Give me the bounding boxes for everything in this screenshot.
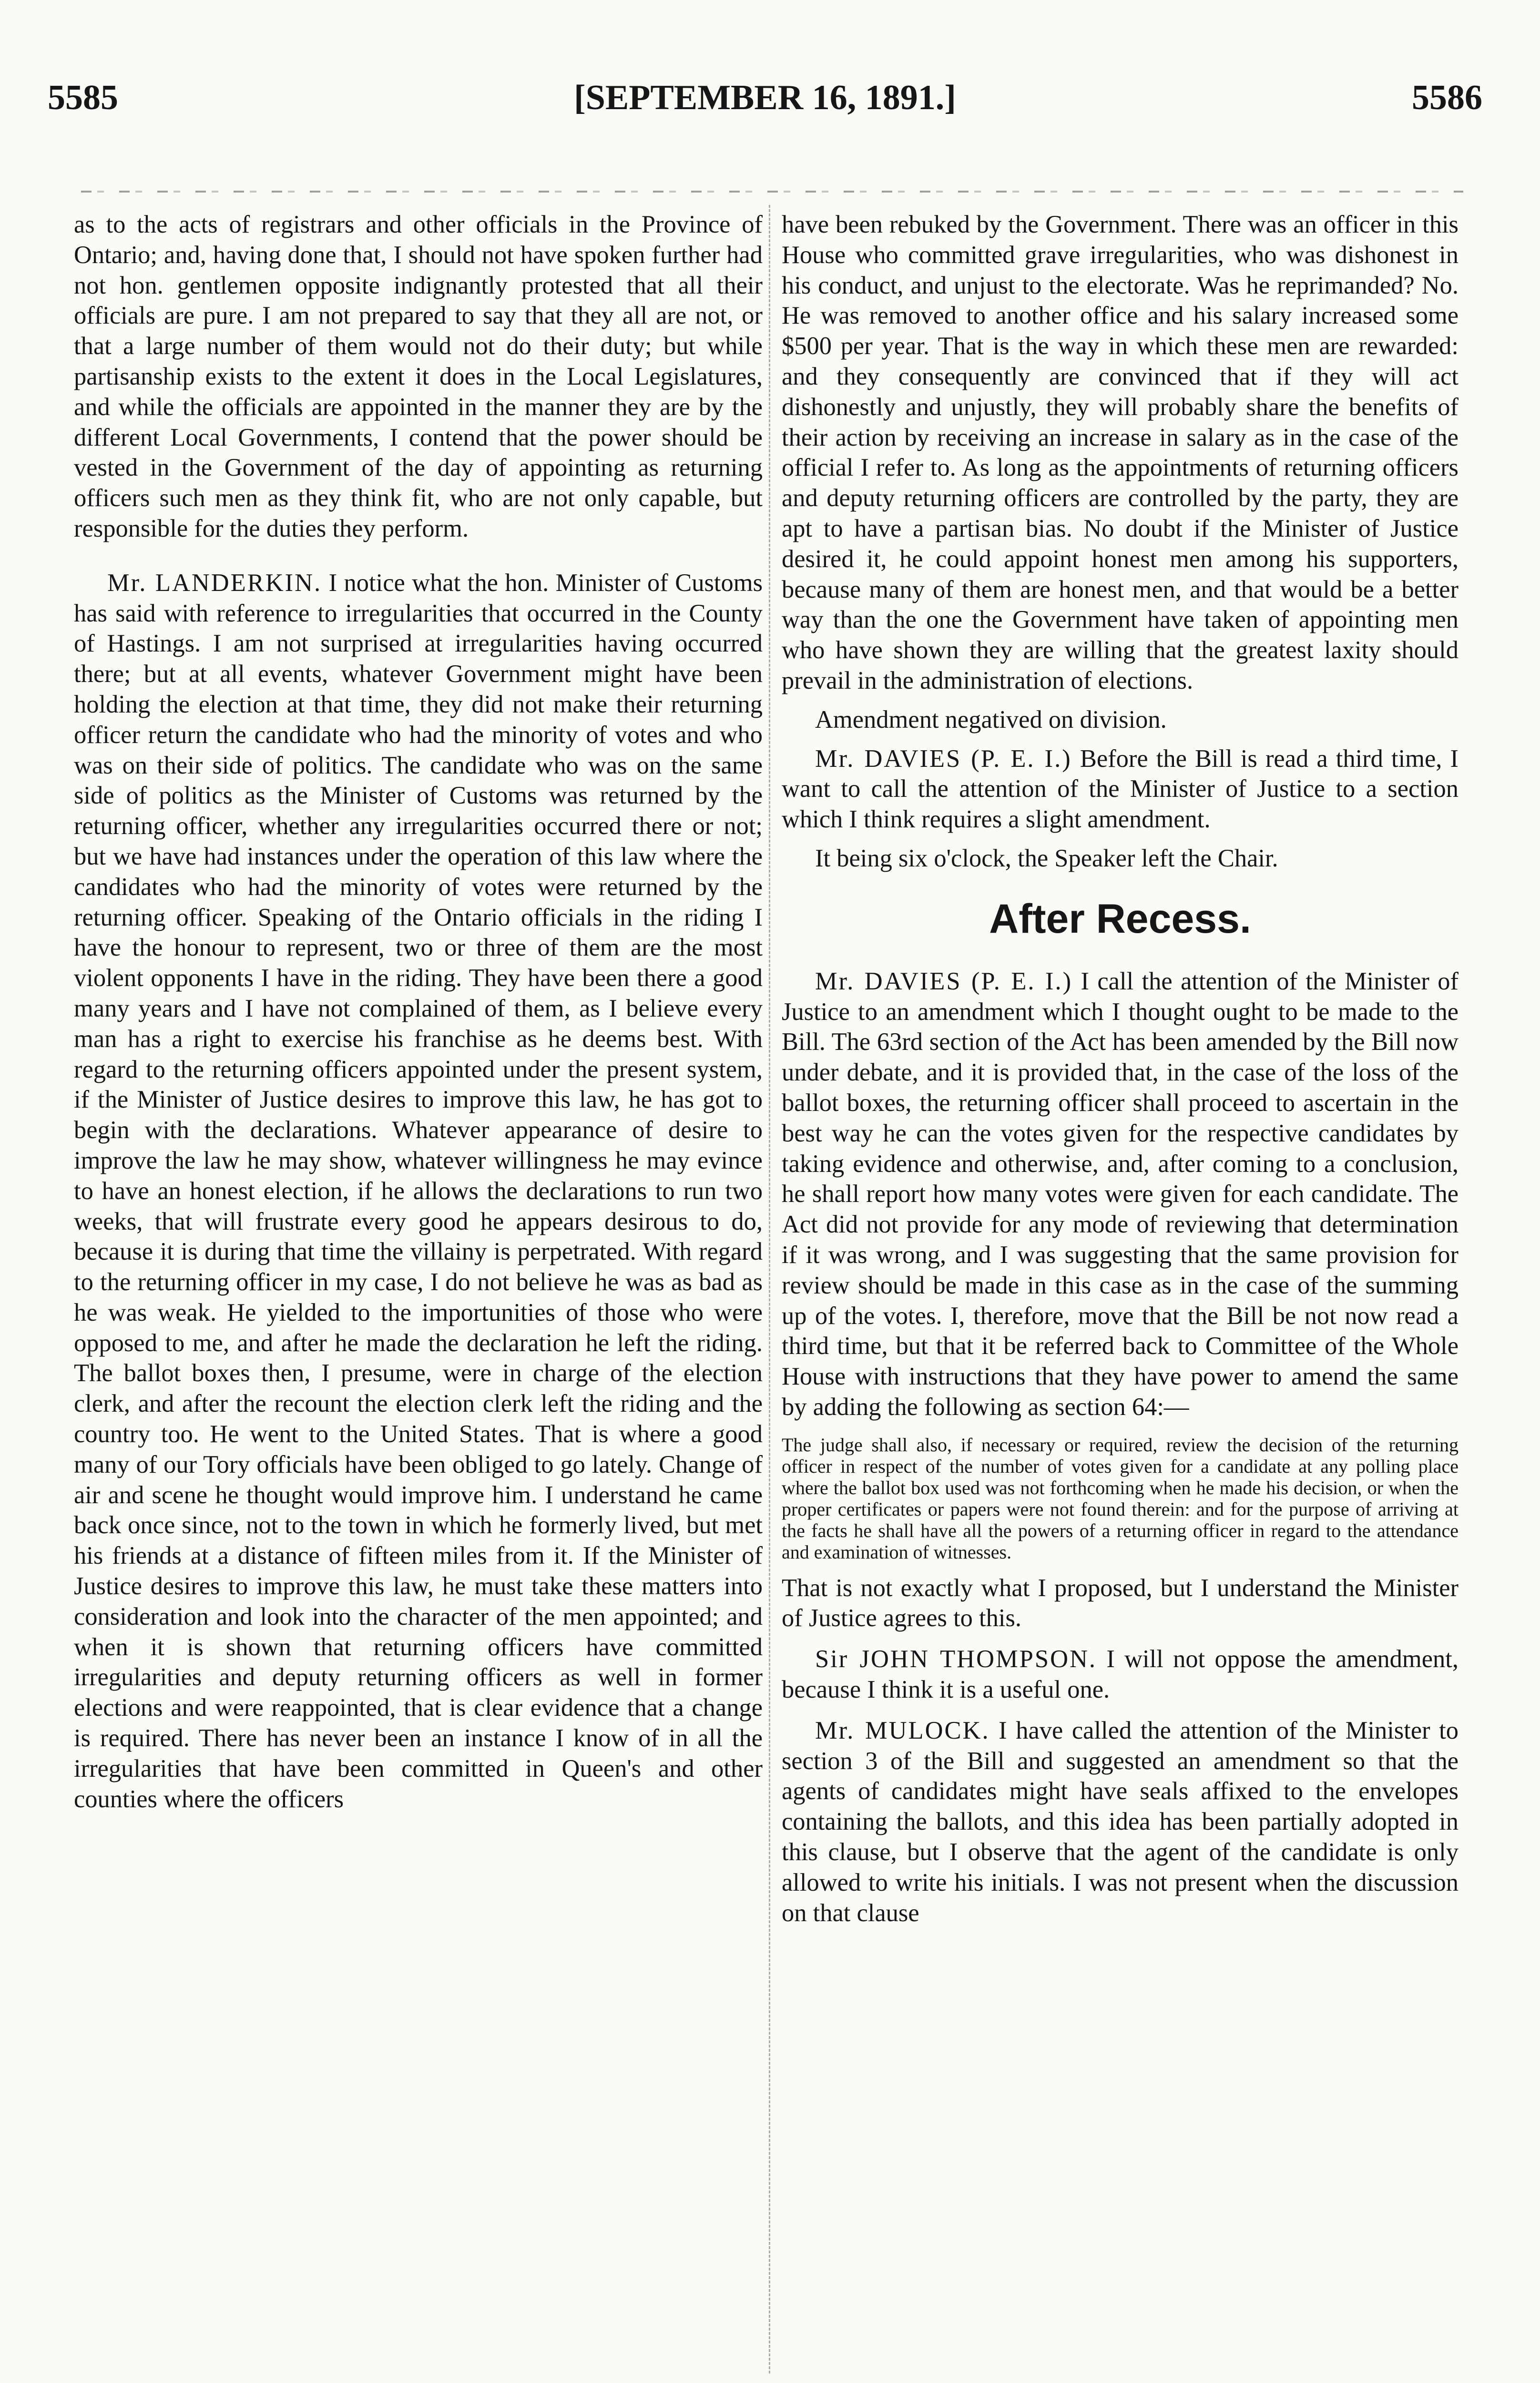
section-heading: After Recess. [989,896,1251,942]
paragraph [782,744,1458,835]
paragraph [782,1644,1458,1705]
paragraph [782,967,1458,1423]
paragraph: It being six o'clock, the Speaker left the Chair. [815,844,1278,872]
paragraph: Amendment negatived on division. [815,705,1167,733]
paragraph: have been rebuked by the Government. There was an officer in this House who committed grave irregularities, who was dishonest in his conduct, and unjust to the electorate. Was he reprimanded? No. He was removed to another office and his salary increased some $500 per year. That is the way in which these men are rewarded: and they consequently are convinced that if they will act dishonestly and unjustly, they will probably share the benefits of their action by receiving an increase in salary as in the case of the official I refer to. As long as the appointments of returning officers and deputy returning officers are controlled by the party, they are apt to have a partisan bias. No doubt if the Minister of Justice desired it, he could appoint honest men among his supporters, because many of them are honest men, and that would be a better way than the one the Government have taken of appointing men who have shown they are willing that the greatest laxity should prevail in the administration of elections. [782,211,1458,694]
page-header [48,71,1482,124]
speech-text: I call the attention of the Minister of Justice to an amendment which I thought ought to be made to the Bill. The 63rd section of the Act has been amended by the Bill now under debate, and it is provided that, in the case of the loss of the ballot boxes, the returning officer shall proceed to ascertain in the best way he can the votes given for the respective candidates by taking evidence and otherwise, and, after coming to a conclusion, he shall report how many votes were given for each candidate. The Act did not provide for any mode of reviewing that determination if it was wrong, and I was suggesting that the same provision for review should be made in this case as in the case of the summing up of the votes. I, therefore, move that the Bill be not now read a third time, but that it be referred back to Committee of the Whole House with instructions that they have power to amend the same by adding the following as section 64:— [782,967,1458,1421]
column-divider [769,205,770,2373]
left-column [74,210,763,2383]
paragraph: That is not exactly what I proposed, but I understand the Minister of Justice agrees to this. [782,1574,1458,1632]
right-column [782,210,1458,2383]
page-number-right: 5586 [1412,78,1482,117]
speaker-name: Sir JOHN THOMPSON. [815,1645,1097,1673]
paragraph [782,1716,1458,1929]
header-rule [81,191,1463,193]
quoted-amendment: The judge shall also, if necessary or required, review the decision of the returning officer in respect of the number of votes given for a candidate at any polling place where the ballot box used was not forthcoming when he made his decision, or when the proper certificates or papers were not found therein: and for the purpose of arriving at the facts he shall have all the powers of a returning officer in regard to the attendance and examination of witnesses. [782,1434,1458,1563]
speech-text: I will not oppose the amendment, because I think it is a useful one. [782,1645,1458,1704]
speech-text: I notice what the hon. Minister of Customs has said with reference to irregularities that occurred in the County of Hastings. I am not surprised at irregularities having occurred there; but at all events, whatever Government might have been holding the election at that time, they did not make their returning officer return the candidate who had the minority of votes and who was on their side of politics. The candidate who was on the same side of politics as the Minister of Customs was returned by the returning officer, whether any irregularities occurred there or not; but we have had instances under the operation of this law where the candidates who had the minority of votes were returned by the returning officer. Speaking of the Ontario officials in the riding I have the honour to represent, two or three of them are the most violent opponents I have in the riding. They have been there a good many years and I have not complained of them, as I believe every man has a right to exercise his franchise as he deems best. With regard to the returning officers appointed under the present system, if the Minister of Justice desires to improve this law, he has got to begin with the declarations. Whatever appearance of desire to improve the law he may show, whatever willingness he may evince to have an honest election, if he allows the declarations to run two weeks, that will frustrate every good he appears desirous to do, because it is during that time the villainy is perpetrated. With regard to the returning officer in my case, I do not believe he was as bad as he was weak. He yielded to the importunities of those who were opposed to me, and after he made the declaration he left the riding. The ballot boxes then, I presume, were in charge of the election clerk, and after the recount the election clerk left the riding and the country too. He went to the United States. That is where a good many of our Tory officials have been obliged to go lately. Change of air and scene he thought would improve him. I understand he came back once since, not to the town in which he formerly lived, but met his friends at a distance of fifteen miles from it. If the Minister of Justice desires to improve this law, he must take these matters into consideration and look into the character of the men appointed; and when it is shown that returning officers have committed irregularities and deputy returning officers as well in former elections and were reappointed, that is clear evidence that a change is required. There has never been an instance I know of in all the irregularities that have been committed in Queen's and other counties where the officers [74,569,763,1813]
speaker-name: Mr. MULOCK. [815,1716,990,1744]
page-number-left: 5585 [48,78,118,117]
paragraph: as to the acts of registrars and other officials in the Province of Ontario; and, having done that, I should not have spoken further had not hon. gentlemen opposite indignantly protested that all their officials are pure. I am not prepared to say that they all are not, or that a large number of them would not do their duty; but while partisanship exists to the extent it does in the Local Legislatures, and while the officials are appointed in the manner they are by the different Local Governments, I contend that the power should be vested in the Government of the day of appointing as returning officers such men as they think fit, who are not only capable, but responsible for the duties they perform. [74,211,763,542]
speech-text: I have called the attention of the Minister to section 3 of the Bill and suggested an amendment so that the agents of candidates might have seals affixed to the envelopes containing the ballots, and this idea has been partially adopted in this clause, but I observe that the agent of the candidate is only allowed to write his initials. I was not present when the discussion on that clause [782,1716,1458,1927]
speaker-name: Mr. DAVIES (P. E. I.) [815,744,1072,773]
page-date: [SEPTEMBER 16, 1891.] [574,78,956,117]
speaker-name: Mr. LANDERKIN. [107,569,322,597]
speech-text: Before the Bill is read a third time, I want to call the attention of the Minister of Justice to a section which I think requires a slight amendment. [782,744,1458,834]
speaker-name: Mr. DAVIES (P. E. I.) [815,967,1073,995]
paragraph [74,568,763,1815]
